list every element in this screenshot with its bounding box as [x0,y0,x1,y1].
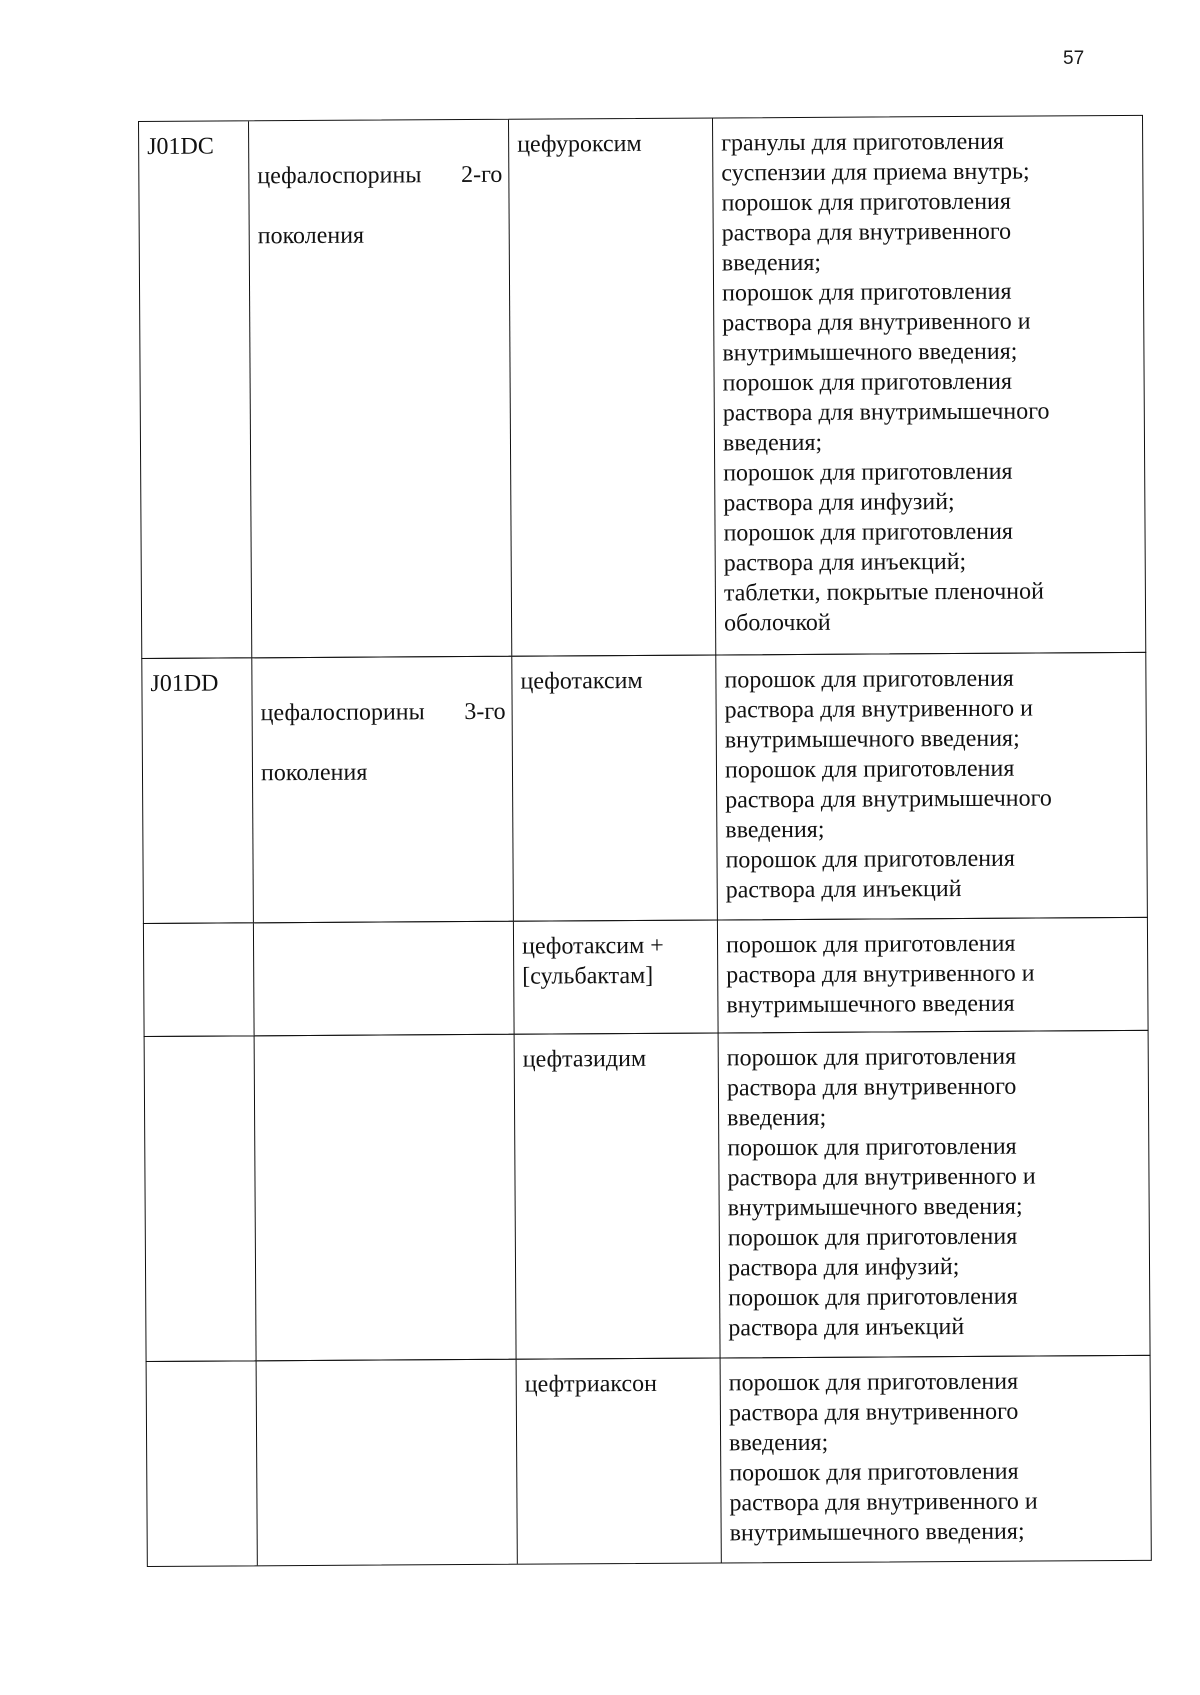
dosage-forms-cell: гранулы для приготовления суспензии для приема внутрь; порошок для приготовления раствора для внутривенного введения; порошок для приготовления раствора для внутривенного и внутримышечного введения; порошок для приготовления раствора для внутримышечного введения; порошок для приготовления раствора для инфузий; порошок для приготовления раствора для инъекций; таблетки, покрытые пленочной оболочкой [721,128,1050,637]
drug-name-cell: цефуроксим [509,118,716,655]
dosage-forms-cell: порошок для приготовления раствора для внутривенного введения; порошок для приготовления раствора для внутривенного и внутримышечного введения; порошок для приготовления раствора для инфузий; порошок для приготовления раствора для инъекций [726,1043,1036,1342]
atc-code-cell [145,1036,257,1361]
atc-code-cell: J01DC [139,121,252,658]
dosage-forms-cell: порошок для приготовления раствора для внутривенного введения; порошок для приготовления раствора для внутривенного и внутримышечного введения; [728,1368,1038,1547]
drug-name-cell: цефотаксим [512,655,718,920]
page-number: 57 [1063,48,1085,69]
atc-code-cell [147,1361,258,1566]
group-line-2: поколения [260,759,368,787]
group-cell [257,1360,518,1566]
group-cell [255,1035,517,1361]
group-cell [249,120,512,658]
table-row [146,1355,1152,1567]
table-row [138,115,1146,659]
group-cell [254,922,515,1036]
atc-code-cell [144,923,255,1036]
drug-name-cell: цефотаксим + [сульбактам] [514,920,719,1033]
atc-code-cell: J01DD [142,658,254,923]
group-line-1: цефалоспорины 3-го [260,698,506,727]
group-line-1: цефалоспорины 2-го [257,161,503,190]
table-row [143,917,1149,1037]
drug-name-cell: цефтазидим [515,1033,721,1358]
group-line-2: поколения [257,222,365,250]
drug-name-cell: цефтриаксон [517,1358,722,1563]
table-row [141,652,1148,924]
dosage-forms-cell: порошок для приготовления раствора для внутривенного и внутримышечного введения; порошок для приготовления раствора для внутримышечного введения; порошок для приготовления раствора для инъекций [724,665,1052,904]
table-row [144,1030,1151,1362]
dosage-forms-cell: порошок для приготовления раствора для внутривенного и внутримышечного введения [725,930,1035,1019]
group-cell [252,657,514,923]
